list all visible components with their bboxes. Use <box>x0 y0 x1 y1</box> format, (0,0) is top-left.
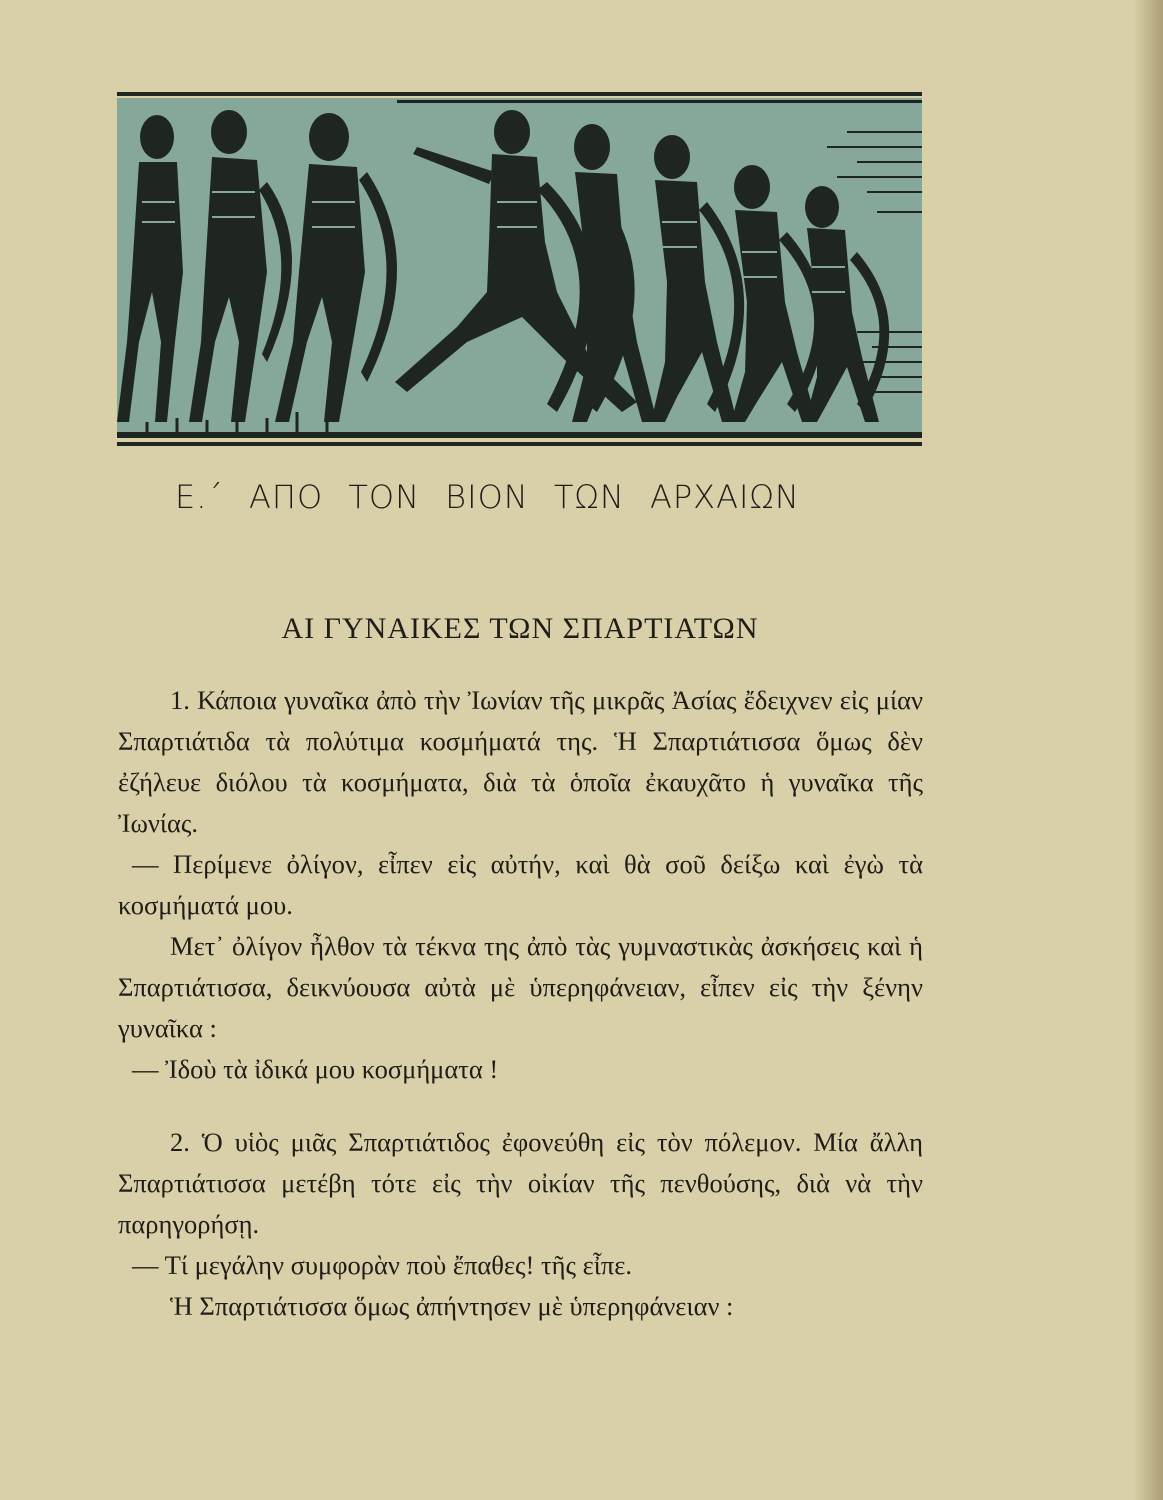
paragraph: Μετ᾽ ὀλίγον ἦλθον τὰ τέκνα της ἀπὸ τὰς γυμναστικὰς ἀσκήσεις καὶ ἡ Σπαρτιάτισσα, δεικνύουσα αὐτὰ μὲ ὑπερηφάνειαν, εἶπεν εἰς τὴν ξένην γυναῖκα : <box>118 931 923 1043</box>
paragraph: 1. Κάποια γυναῖκα ἀπὸ τὴν Ἰωνίαν τῆς μικρᾶς Ἀσίας ἔδειχνεν εἰς μίαν Σπαρτιάτιδα τὰ πολύτιμα κοσμήματά της. Ἡ Σπαρτιάτισσα ὅμως δὲν ἐζήλευε διόλου τὰ κοσμήματα, διὰ τὰ ὁποῖα ἐκαυχᾶτο ἡ γυναῖκα τῆς Ἰωνίας. <box>118 685 923 838</box>
dialog-line: — Περίμενε ὀλίγον, εἶπεν εἰς αὐτήν, καὶ θὰ σοῦ δείξω καὶ ἐγὼ τὰ κοσμήματά μου. <box>118 849 923 920</box>
paragraph: 2. Ὁ υἱὸς μιᾶς Σπαρτιάτιδος ἐφονεύθη εἰς τὸν πόλεμον. Μία ἄλλη Σπαρτιάτισσα μετέβη τότε εἰς τὴν οἰκίαν τῆς πενθούσης, διὰ νὰ τὴν παρηγορήσῃ. <box>118 1127 923 1239</box>
dialog-line: — Ἰδοὺ τὰ ἰδικά μου κοσμήματα ! <box>132 1054 499 1084</box>
chapter-heading: Ε.΄ ΑΠΟ ΤΟΝ ΒΙΟΝ ΤΩΝ ΑΡΧΑΙΩΝ <box>175 478 800 516</box>
section-title: ΑΙ ΓΥΝΑΙΚΕΣ ΤΩΝ ΣΠΑΡΤΙΑΤΩΝ <box>281 612 759 645</box>
spartan-warriors-frieze-icon <box>117 92 922 448</box>
page-edge-shade <box>1133 0 1163 1500</box>
dialog-line: — Τί μεγάλην συμφορὰν ποὺ ἔπαθες! τῆς εἶπε. <box>132 1250 633 1280</box>
body-text <box>118 680 923 1327</box>
paragraph: Ἡ Σπαρτιάτισσα ὅμως ἀπήντησεν μὲ ὑπερηφάνειαν : <box>170 1291 734 1321</box>
